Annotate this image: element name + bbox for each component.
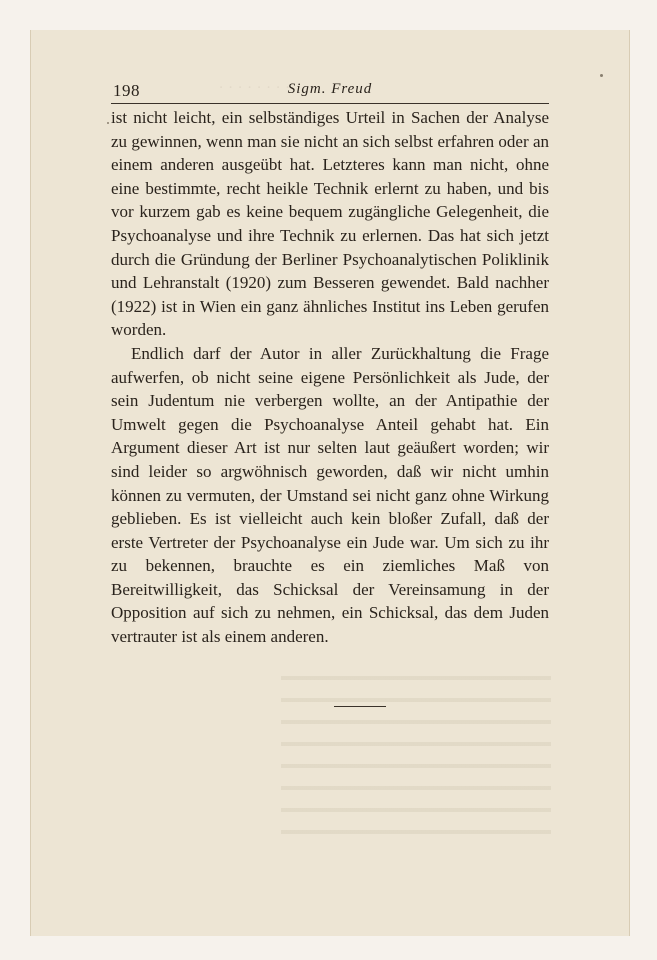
- body-text: [111, 106, 549, 649]
- section-end-rule: [334, 706, 386, 707]
- paragraph: Endlich darf der Autor in aller Zurückhaltung die Frage aufwerfen, ob nicht seine eigene Persönlichkeit als Jude, der sein Judentum nie verbergen wollte, an der Antipathie der Umwelt gegen die Psychoanalyse Anteil gehabt hat. Ein Argument dieser Art ist nur selten laut geäußert worden; wir sind leider so argwöhnisch geworden, daß wir nicht umhin können zu vermuten, der Umstand sei nicht ganz ohne Wirkung geblieben. Es ist vielleicht auch kein bloßer Zufall, daß der erste Vertreter der Psychoanalyse ein Jude war. Um sich zu ihr zu bekennen, brauchte es ein ziemliches Maß von Bereitwilligkeit, das Schicksal der Vereinsamung in der Opposition auf sich zu nehmen, ein Schicksal, das dem Juden vertrauter ist als einem anderen.: [111, 343, 549, 647]
- book-page: [30, 30, 630, 936]
- page-speck: [107, 122, 109, 124]
- page-speck: [600, 74, 603, 77]
- page-header: [111, 79, 549, 104]
- show-through-text: · · · · · · · ·: [219, 80, 291, 96]
- page-number: 198: [113, 81, 140, 100]
- paragraph: ist nicht leicht, ein selbständiges Urteil in Sachen der Analyse zu gewinnen, wenn man sie nicht an sich selbst erfahren oder an einem anderen ausgeübt hat. Letzteres kann man nicht, ohne eine bestimmte, recht heikle Technik erlernt zu haben, und bis vor kurzem gab es keine bequem zugängliche Gelegenheit, die Psychoanalyse und ihre Technik zu erlernen. Das hat sich jetzt durch die Gründung der Berliner Psychoanalytischen Poliklinik und Lehranstalt (1920) zum Besseren gewendet. Bald nachher (1922) ist in Wien ein ganz ähnliches Institut ins Leben gerufen worden.: [111, 108, 549, 340]
- running-head: Sigm. Freud: [287, 81, 373, 97]
- show-through-lines: [281, 670, 551, 840]
